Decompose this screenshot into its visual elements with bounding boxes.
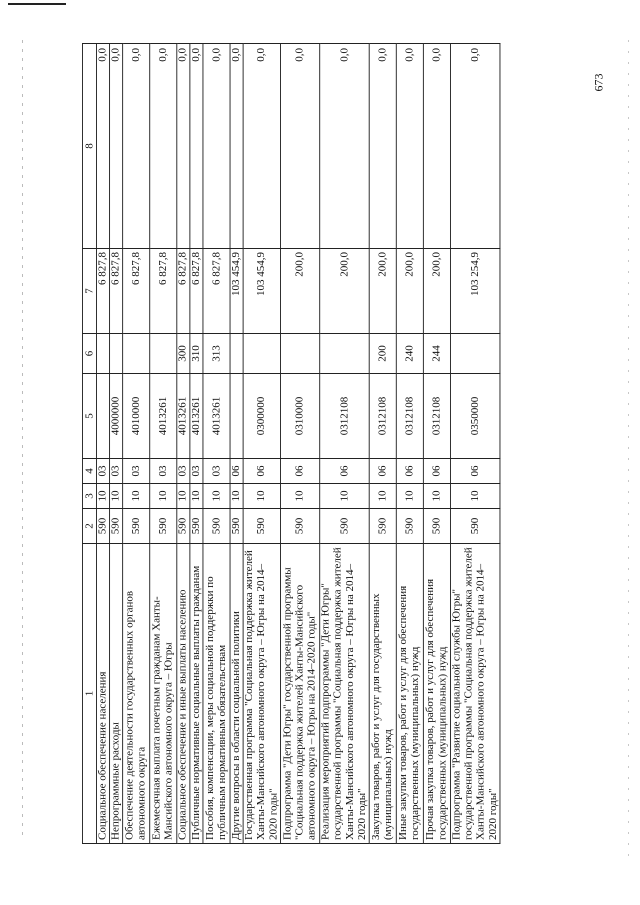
cell-expense-type: 310 bbox=[190, 334, 203, 374]
cell-amount: 6 827,8 bbox=[177, 249, 190, 334]
cell-ministry-code: 590 bbox=[243, 509, 280, 544]
cell-section: 10 bbox=[203, 484, 230, 509]
cell-section: 10 bbox=[110, 484, 123, 509]
cell-column-8: 0,0 bbox=[369, 44, 396, 249]
row-name: Пособия, компенсации, меры социальной поддержки по публичным нормативным обязательствам bbox=[203, 544, 230, 844]
cell-subsection: 06 bbox=[369, 459, 396, 484]
cell-target-article: 0312108 bbox=[369, 374, 396, 459]
cell-subsection: 03 bbox=[190, 459, 203, 484]
row-name: Закупка товаров, работ и услуг для государственных (муниципальных) нужд bbox=[369, 544, 396, 844]
table-row bbox=[150, 44, 177, 844]
header-row bbox=[82, 44, 96, 844]
cell-target-article: 0312108 bbox=[396, 374, 423, 459]
cell-expense-type bbox=[320, 334, 370, 374]
cell-subsection: 06 bbox=[423, 459, 450, 484]
table-row bbox=[320, 44, 370, 844]
cell-column-8: 0,0 bbox=[230, 44, 243, 249]
cell-subsection: 06 bbox=[243, 459, 280, 484]
column-header: 7 bbox=[82, 249, 96, 334]
cell-section: 10 bbox=[243, 484, 280, 509]
cell-ministry-code: 590 bbox=[450, 509, 500, 544]
table-row bbox=[369, 44, 396, 844]
table-row bbox=[110, 44, 123, 844]
table-row bbox=[396, 44, 423, 844]
cell-amount: 6 827,8 bbox=[203, 249, 230, 334]
table-row bbox=[423, 44, 450, 844]
cell-expense-type bbox=[96, 334, 109, 374]
column-header: 8 bbox=[82, 44, 96, 249]
cell-section: 10 bbox=[150, 484, 177, 509]
cell-expense-type: 244 bbox=[423, 334, 450, 374]
cell-ministry-code: 590 bbox=[96, 509, 109, 544]
cell-column-8: 0,0 bbox=[423, 44, 450, 249]
table-row bbox=[123, 44, 150, 844]
cell-amount: 103 254,9 bbox=[450, 249, 500, 334]
cell-subsection: 06 bbox=[450, 459, 500, 484]
cell-column-8: 0,0 bbox=[280, 44, 319, 249]
table-row bbox=[280, 44, 319, 844]
cell-target-article: 0312108 bbox=[423, 374, 450, 459]
row-name: Иные закупки товаров, работ и услуг для обеспечения государственных (муниципальных) нужд bbox=[396, 544, 423, 844]
row-name: Ежемесячная выплата почетным гражданам Ханты-Мансийского автономного округа – Югры bbox=[150, 544, 177, 844]
cell-subsection: 03 bbox=[110, 459, 123, 484]
cell-target-article: 0310000 bbox=[280, 374, 319, 459]
cell-target-article: 4010000 bbox=[123, 374, 150, 459]
cell-column-8: 0,0 bbox=[96, 44, 109, 249]
row-name: Публичные нормативные социальные выплаты гражданам bbox=[190, 544, 203, 844]
cell-column-8: 0,0 bbox=[123, 44, 150, 249]
cell-expense-type: 313 bbox=[203, 334, 230, 374]
top-rule bbox=[8, 3, 66, 5]
cell-target-article: 4013261 bbox=[190, 374, 203, 459]
cell-section: 10 bbox=[177, 484, 190, 509]
cell-ministry-code: 590 bbox=[203, 509, 230, 544]
cell-ministry-code: 590 bbox=[150, 509, 177, 544]
column-header: 3 bbox=[82, 484, 96, 509]
budget-table bbox=[82, 43, 500, 844]
cell-section: 10 bbox=[320, 484, 370, 509]
cell-amount: 6 827,8 bbox=[123, 249, 150, 334]
row-name: Прочая закупка товаров, работ и услуг для обеспечения государственных (муниципальных) нужд bbox=[423, 544, 450, 844]
cell-ministry-code: 590 bbox=[190, 509, 203, 544]
cell-amount: 6 827,8 bbox=[150, 249, 177, 334]
cell-target-article bbox=[96, 374, 109, 459]
cell-column-8: 0,0 bbox=[177, 44, 190, 249]
cell-target-article bbox=[230, 374, 243, 459]
cell-expense-type: 200 bbox=[369, 334, 396, 374]
cell-expense-type bbox=[110, 334, 123, 374]
cell-expense-type bbox=[243, 334, 280, 374]
cell-section: 10 bbox=[123, 484, 150, 509]
cell-column-8: 0,0 bbox=[150, 44, 177, 249]
cell-ministry-code: 590 bbox=[110, 509, 123, 544]
table-row bbox=[243, 44, 280, 844]
row-name: Реализация мероприятий подпрограммы "Дети Югры" государственной программы "Социальная поддержка жителей Ханты-Мансийского автономного округа – Югры на 2014–2020 годы" bbox=[320, 544, 370, 844]
cell-amount: 200,0 bbox=[320, 249, 370, 334]
cell-subsection: 06 bbox=[320, 459, 370, 484]
cell-section: 10 bbox=[369, 484, 396, 509]
cell-ministry-code: 590 bbox=[369, 509, 396, 544]
cell-section: 10 bbox=[396, 484, 423, 509]
cell-section: 10 bbox=[96, 484, 109, 509]
cell-column-8: 0,0 bbox=[203, 44, 230, 249]
table-row bbox=[203, 44, 230, 844]
cell-subsection: 03 bbox=[96, 459, 109, 484]
cell-expense-type bbox=[150, 334, 177, 374]
cell-column-8: 0,0 bbox=[450, 44, 500, 249]
cell-target-article: 0350000 bbox=[450, 374, 500, 459]
cell-target-article: 4000000 bbox=[110, 374, 123, 459]
cell-section: 10 bbox=[280, 484, 319, 509]
cell-amount: 6 827,8 bbox=[96, 249, 109, 334]
cell-ministry-code: 590 bbox=[280, 509, 319, 544]
table-row bbox=[177, 44, 190, 844]
cell-target-article: 4013261 bbox=[177, 374, 190, 459]
cell-amount: 200,0 bbox=[423, 249, 450, 334]
cell-amount: 103 454,9 bbox=[230, 249, 243, 334]
cell-expense-type: 240 bbox=[396, 334, 423, 374]
cell-amount: 6 827,8 bbox=[190, 249, 203, 334]
row-name: Государственная программа "Социальная поддержка жителей Ханты-Мансийского автономного округа – Югры на 2014–2020 годы" bbox=[243, 544, 280, 844]
cell-ministry-code: 590 bbox=[123, 509, 150, 544]
cell-amount: 6 827,8 bbox=[110, 249, 123, 334]
row-name: Социальное обеспечение и иные выплаты населению bbox=[177, 544, 190, 844]
table-row bbox=[96, 44, 109, 844]
cell-expense-type bbox=[230, 334, 243, 374]
column-header: 4 bbox=[82, 459, 96, 484]
cell-ministry-code: 590 bbox=[423, 509, 450, 544]
cell-column-8: 0,0 bbox=[320, 44, 370, 249]
table-row bbox=[230, 44, 243, 844]
row-name: Другие вопросы в области социальной политики bbox=[230, 544, 243, 844]
cell-subsection: 03 bbox=[203, 459, 230, 484]
cell-target-article: 0300000 bbox=[243, 374, 280, 459]
cell-target-article: 4013261 bbox=[203, 374, 230, 459]
cell-subsection: 03 bbox=[177, 459, 190, 484]
row-name: Подпрограмма "Дети Югры" государственной программы "Социальная поддержка жителей Ханты-Мансийского автономного округа – Югры на 2014–2020 годы" bbox=[280, 544, 319, 844]
column-header: 1 bbox=[82, 544, 96, 844]
cell-amount: 200,0 bbox=[396, 249, 423, 334]
cell-subsection: 03 bbox=[150, 459, 177, 484]
column-header: 6 bbox=[82, 334, 96, 374]
cell-column-8: 0,0 bbox=[110, 44, 123, 249]
table-row bbox=[190, 44, 203, 844]
cell-ministry-code: 590 bbox=[177, 509, 190, 544]
row-name: Обеспечение деятельности государственных органов автономного округа bbox=[123, 544, 150, 844]
cell-ministry-code: 590 bbox=[396, 509, 423, 544]
cell-subsection: 06 bbox=[396, 459, 423, 484]
cell-section: 10 bbox=[450, 484, 500, 509]
binding-dots-left bbox=[22, 40, 23, 840]
cell-amount: 103 454,9 bbox=[243, 249, 280, 334]
table-row bbox=[450, 44, 500, 844]
cell-ministry-code: 590 bbox=[230, 509, 243, 544]
cell-expense-type: 300 bbox=[177, 334, 190, 374]
budget-table-rotated bbox=[82, 44, 549, 844]
cell-section: 10 bbox=[423, 484, 450, 509]
cell-subsection: 06 bbox=[280, 459, 319, 484]
column-header: 5 bbox=[82, 374, 96, 459]
cell-target-article: 0312108 bbox=[320, 374, 370, 459]
cell-subsection: 06 bbox=[230, 459, 243, 484]
cell-amount: 200,0 bbox=[369, 249, 396, 334]
cell-column-8: 0,0 bbox=[243, 44, 280, 249]
row-name: Непрограммные расходы bbox=[110, 544, 123, 844]
cell-expense-type bbox=[280, 334, 319, 374]
cell-target-article: 4013261 bbox=[150, 374, 177, 459]
cell-section: 10 bbox=[190, 484, 203, 509]
cell-column-8: 0,0 bbox=[396, 44, 423, 249]
cell-section: 10 bbox=[230, 484, 243, 509]
cell-subsection: 03 bbox=[123, 459, 150, 484]
row-name: Социальное обеспечение населения bbox=[96, 544, 109, 844]
cell-expense-type bbox=[123, 334, 150, 374]
cell-expense-type bbox=[450, 334, 500, 374]
row-name: Подпрограмма "Развитие социальной службы Югры" государственной программы "Социальная поддержка жителей Ханты-Мансийского автономного округа – Югры на 2014–2020 годы" bbox=[450, 544, 500, 844]
binding-dots-right bbox=[628, 40, 629, 860]
cell-column-8: 0,0 bbox=[190, 44, 203, 249]
column-header: 2 bbox=[82, 509, 96, 544]
cell-ministry-code: 590 bbox=[320, 509, 370, 544]
cell-amount: 200,0 bbox=[280, 249, 319, 334]
page-number: 673 bbox=[591, 73, 606, 92]
